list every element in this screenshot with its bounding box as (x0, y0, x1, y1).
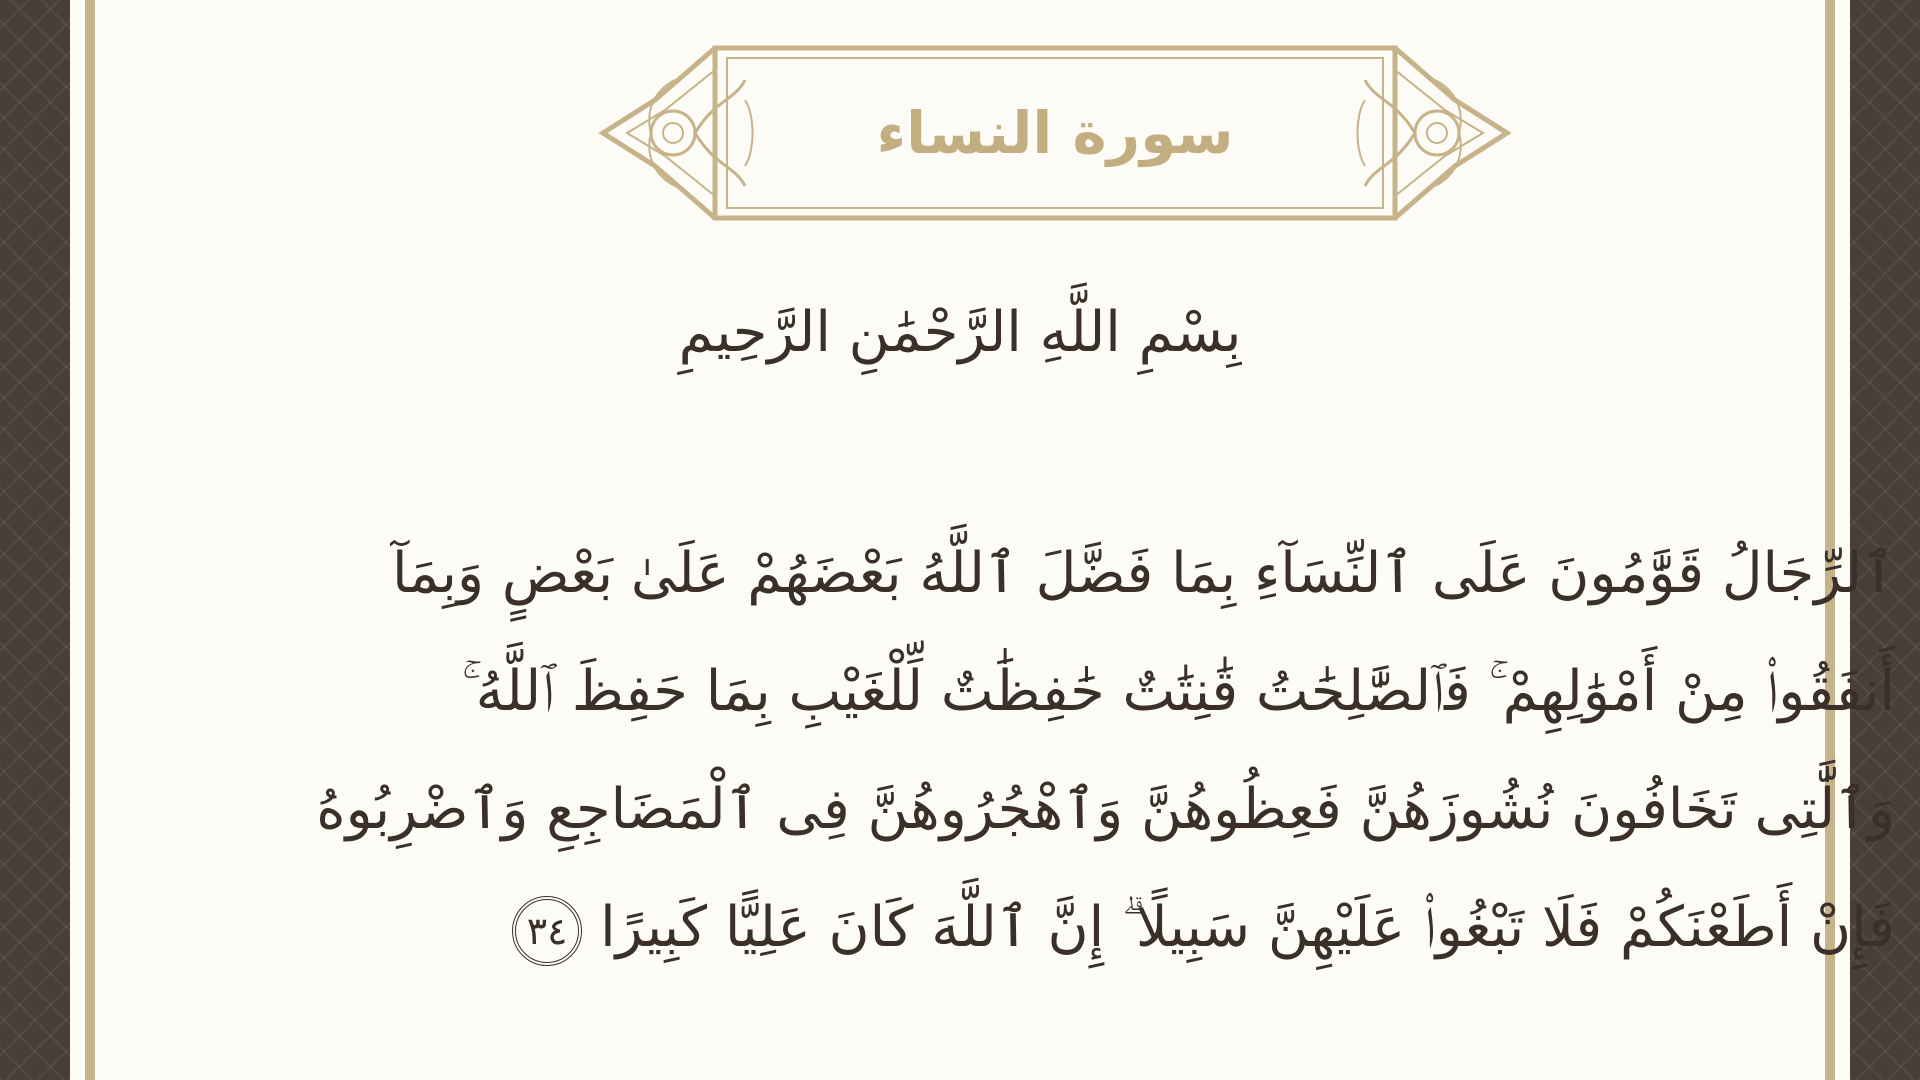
surah-title: سورة النساء (876, 99, 1234, 167)
surah-header-frame (595, 40, 1515, 226)
left-gold-rule (85, 0, 95, 1080)
ayah-line-3: وَٱلَّٰتِى تَخَافُونَ نُشُوزَهُنَّ فَعِظُوهُنَّ وَٱهْجُرُوهُنَّ فِى ٱلْمَضَاجِعِ وَٱضْرِبُوهُ (316, 777, 1895, 842)
ayah-text-block (195, 515, 1895, 987)
ayah-line-4 (195, 869, 1895, 987)
left-pattern-border (0, 0, 70, 1080)
ayah-line-2: أَنفَقُوا۟ مِنْ أَمْوَٰلِهِمْ ۚ فَٱلصَّٰلِحَٰتُ قَٰنِتَٰتٌ حَٰفِظَٰتٌ لِّلْغَيْبِ بِمَا حَفِظَ ٱللَّهُ ۚ (461, 659, 1895, 724)
ayah-line-4-text: فَإِنْ أَطَعْنَكُمْ فَلَا تَبْغُوا۟ عَلَيْهِنَّ سَبِيلًا ۗ إِنَّ ٱللَّهَ كَانَ عَلِيًّا كَبِيرًا (600, 895, 1895, 960)
ayah-number-marker: ٣٤ (512, 896, 582, 966)
mushaf-page (95, 0, 1895, 1080)
ayah-line-1: ٱلرِّجَالُ قَوَّٰمُونَ عَلَى ٱلنِّسَآءِ بِمَا فَضَّلَ ٱللَّهُ بَعْضَهُمْ عَلَىٰ بَعْضٍ وَبِمَآ (391, 541, 1895, 606)
basmala: بِسْمِ اللَّهِ الرَّحْمَٰنِ الرَّحِيمِ (678, 300, 1242, 365)
